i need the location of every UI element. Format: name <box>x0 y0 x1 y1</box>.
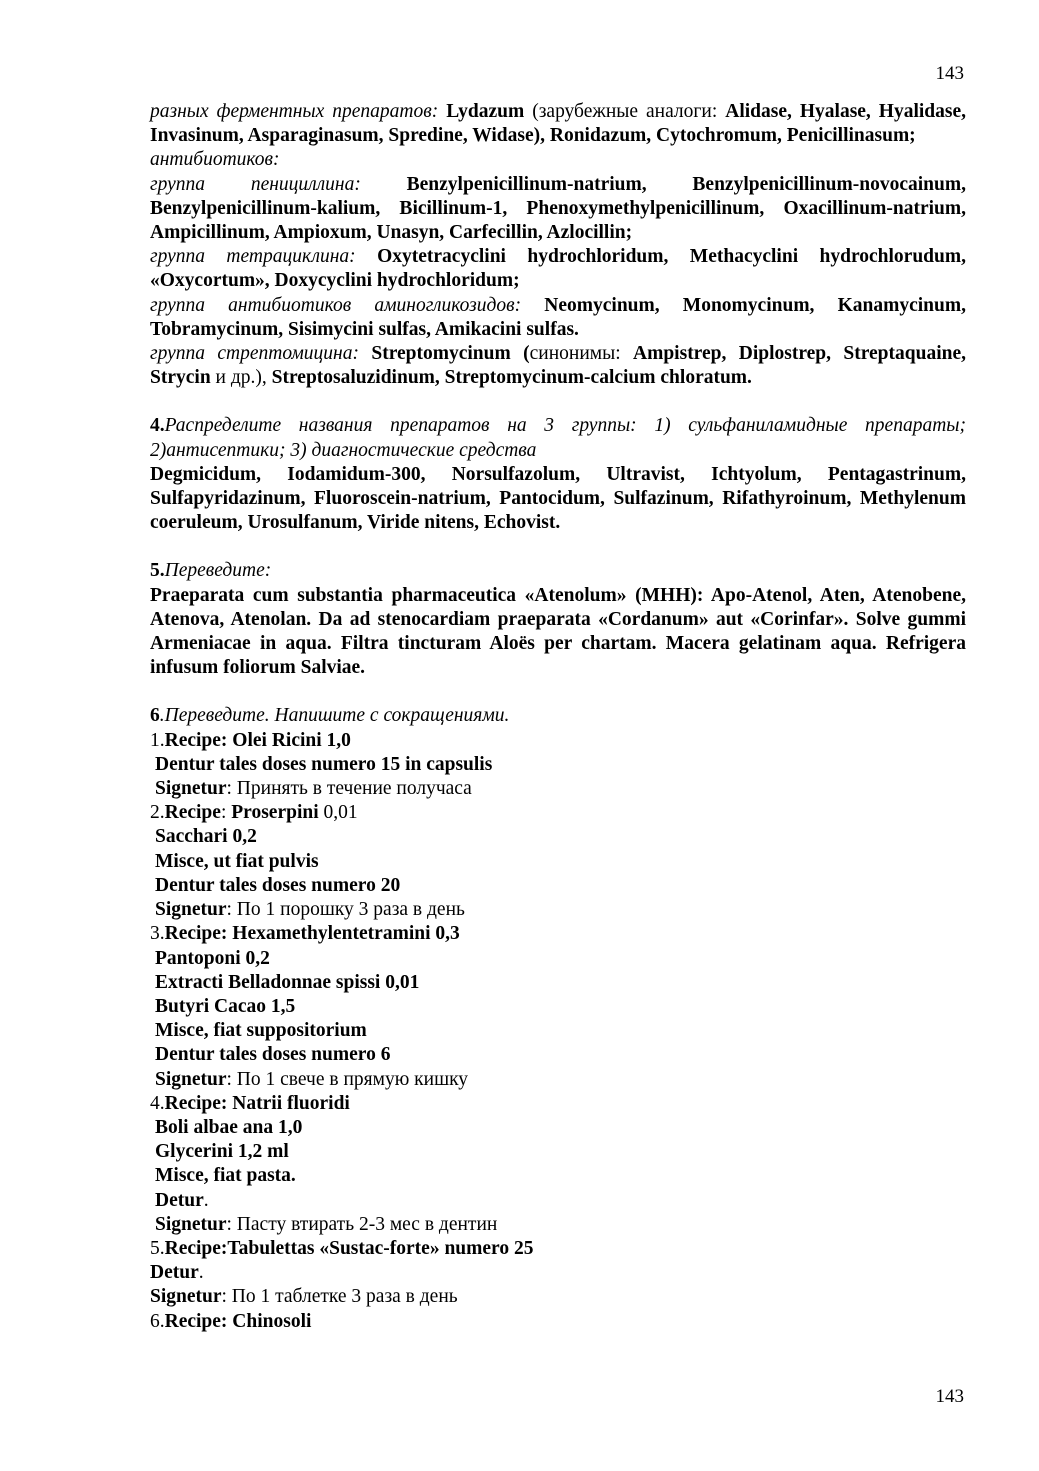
prescription-line <box>150 1092 966 1116</box>
prescription-number: 6. <box>150 1310 165 1332</box>
prescription-bold-text: Dentur tales doses numero 15 in capsulis <box>155 753 493 775</box>
prescription-line <box>150 1237 966 1261</box>
prescription-bold-text: Detur <box>150 1262 199 1284</box>
tetracycline-paragraph <box>150 245 966 293</box>
prescription-bold-text: Signetur <box>155 899 227 921</box>
task6-instruction: .Переведите. Напишите с сокращениями. <box>159 705 510 727</box>
prescription-line <box>150 825 966 849</box>
antibiotics-label: антибиотиков: <box>150 149 280 171</box>
prescription-bold-text: Misce, ut fiat pulvis <box>155 850 319 872</box>
prescription-bold-text: Detur <box>155 1189 204 1211</box>
prescription-number: 3. <box>150 923 165 945</box>
prescription-bold-text: Pantoponi 0,2 <box>155 947 270 969</box>
prescription-plain-text: : По 1 таблетке 3 раза в день <box>221 1286 458 1308</box>
prescription-bold-text: Butyri Cacao 1,5 <box>155 995 296 1017</box>
prescription-line <box>150 1043 966 1067</box>
prescription-bold-text: Recipe: Hexamethylentetramini 0,3 <box>164 923 460 945</box>
tetracycline-label: группа тетрациклина: <box>150 246 356 268</box>
streptomycin-etc: и др.), <box>210 367 272 389</box>
prescription-bold-text: Misce, fiat suppositorium <box>155 1020 367 1042</box>
task6-number: 6 <box>150 705 160 727</box>
prescription-line <box>150 1213 966 1237</box>
task5-number: 5. <box>150 560 165 582</box>
streptomycin-label: группа стрептомицина: <box>150 343 359 365</box>
task4-number: 4. <box>150 415 165 437</box>
prescription-bold-text: Recipe: Olei Ricini 1,0 <box>164 729 351 751</box>
prescription-bold-text: Misce, fiat pasta. <box>155 1165 296 1187</box>
aminoglycoside-text: Neomycinum, Monomycinum, Kanamycinum, Tobramycinum, Sisimycini sulfas, Amikacini sulfas. <box>150 294 966 340</box>
enzymes-paragraph <box>150 100 966 148</box>
enzymes-analogs-open: (зарубежные аналоги: <box>524 101 726 122</box>
enzymes-main: Lydazum <box>446 101 525 122</box>
prescription-plain-text: . <box>203 1189 209 1211</box>
prescription-line <box>150 729 966 753</box>
prescription-line <box>150 1189 966 1213</box>
task6-heading <box>150 704 966 728</box>
prescription-bold-text: Boli albae ana 1,0 <box>155 1116 303 1138</box>
prescription-plain-text: . <box>198 1262 204 1284</box>
prescription-line <box>150 801 966 825</box>
prescription-line <box>150 753 966 777</box>
penicillin-text: Benzylpenicillinum-natrium, Benzylpenicillinum-novocainum, Benzylpenicillinum-kalium, Bicillinum-1, Phenoxymethylpenicillinum, Oxacillinum-natrium, Ampicillinum, Ampioxum, Unasyn, Carfecillin, Azlocillin; <box>150 173 966 244</box>
prescription-line <box>150 874 966 898</box>
prescription-number: 4. <box>150 1092 165 1114</box>
tetracycline-text: Oxytetracyclini hydrochloridum, Methacyclini hydrochlorudum, «Oxycortum», Doxycyclini hydrochloridum; <box>150 246 966 292</box>
penicillin-label: группа пенициллина: <box>150 173 361 195</box>
prescription-plain-text: : По 1 свече в прямую кишку <box>226 1068 469 1090</box>
prescription-bold-text: Signetur <box>155 1068 227 1090</box>
prescription-line <box>150 1140 966 1164</box>
prescription-line <box>150 995 966 1019</box>
page-number-bottom: 143 <box>935 1386 964 1407</box>
streptomycin-main: Streptomycinum <box>371 343 511 365</box>
prescription-plain-text: : <box>220 802 232 824</box>
enzymes-label: разных ферментных препаратов: <box>150 101 439 122</box>
task5-instruction: Переведите: <box>164 560 272 582</box>
prescription-bold-text: Signetur <box>155 778 227 800</box>
task6-prescriptions <box>150 729 966 1334</box>
prescription-line <box>150 971 966 995</box>
prescription-plain-text: : По 1 порошку 3 раза в день <box>226 899 465 921</box>
prescription-bold-text: Extracti Belladonnae spissi 0,01 <box>155 971 420 993</box>
prescription-bold-text: Recipe: Natrii fluoridi <box>164 1092 350 1114</box>
prescription-line <box>150 898 966 922</box>
prescription-plain-text: : Принять в течение получаса <box>226 778 472 800</box>
aminoglycoside-paragraph <box>150 294 966 342</box>
task5-text: Praeparata cum substantia pharmaceutica «Atenolum» (МНН): Apo-Atenol, Aten, Atenobene, Atenova, Atenolan. Da ad stenocardiam praeparata «Cordanum» aut «Corinfar». Solve gummi Armeniacae in aqua. Filtra tincturam Aloës per chartam. Macera gelatinam aqua. Refrigera infusum foliorum Salviae. <box>150 584 966 679</box>
task5-heading <box>150 559 966 583</box>
aminoglycoside-label: группа антибиотиков аминогликозидов: <box>150 294 522 316</box>
streptomycin-syn-open: ( <box>510 343 530 365</box>
streptomycin-paragraph <box>150 342 966 390</box>
page-number-top: 143 <box>935 63 964 84</box>
prescription-line <box>150 850 966 874</box>
prescription-line <box>150 1068 966 1092</box>
streptomycin-rest: Streptosaluzidinum, Streptomycinum-calcium chloratum. <box>271 367 752 389</box>
prescription-bold-text-2: Proserpini <box>231 802 319 824</box>
prescription-line <box>150 1261 966 1285</box>
prescription-number: 2. <box>150 802 165 824</box>
task4-list: Degmicidum, Iodamidum-300, Norsulfazolum, Ultravist, Ichtyolum, Pentagastrinum, Sulfapyridazinum, Fluoroscein-natrium, Pantocidum, Sulfazinum, Rifathyroinum, Methylenum coeruleum, Urosulfanum, Viride nitens, Echovist. <box>150 463 966 534</box>
prescription-number: 5. <box>150 1237 165 1259</box>
prescription-bold-text: Recipe:Tabulettas «Sustac-forte» numero 25 <box>164 1237 534 1259</box>
prescription-bold-text: Sacchari 0,2 <box>155 826 257 848</box>
streptomycin-syn: Ampistrep, Diplostrep, Streptaquaine, Strycin <box>150 343 966 389</box>
prescription-bold-text: Signetur <box>155 1213 227 1235</box>
task4-instruction-paragraph <box>150 414 966 462</box>
prescription-line <box>150 922 966 946</box>
prescription-bold-text: Dentur tales doses numero 6 <box>155 1044 391 1066</box>
prescription-plain-text: : Пасту втирать 2-3 мес в дентин <box>226 1213 498 1235</box>
prescription-bold-text: Dentur tales doses numero 20 <box>155 874 401 896</box>
prescription-bold-text: Signetur <box>150 1286 222 1308</box>
penicillin-paragraph <box>150 173 966 246</box>
prescription-line <box>150 1310 966 1334</box>
prescription-bold-text: Recipe: Chinosoli <box>164 1310 312 1332</box>
prescription-plain-text-2: 0,01 <box>318 802 358 824</box>
prescription-line <box>150 1116 966 1140</box>
prescription-bold-text: Recipe <box>164 802 221 824</box>
page-content <box>150 100 966 1334</box>
prescription-line <box>150 1285 966 1309</box>
streptomycin-syn-label: синонимы: <box>529 343 621 365</box>
prescription-number: 1. <box>150 729 165 751</box>
enzymes-analogs: Alidase, Hyalase, Hyalidase, Invasinum, Asparaginasum, Spredine, Widase), Ronidazum, Cytochromum, Penicillinasum; <box>150 101 967 147</box>
prescription-bold-text: Glycerini 1,2 ml <box>155 1141 289 1163</box>
prescription-line <box>150 1019 966 1043</box>
prescription-line <box>150 1164 966 1188</box>
task4-instruction: Распределите названия препаратов на 3 группы: 1) сульфаниламидные препараты; 2)антисептики; 3) диагностические средства <box>150 415 966 461</box>
prescription-line <box>150 947 966 971</box>
prescription-line <box>150 777 966 801</box>
